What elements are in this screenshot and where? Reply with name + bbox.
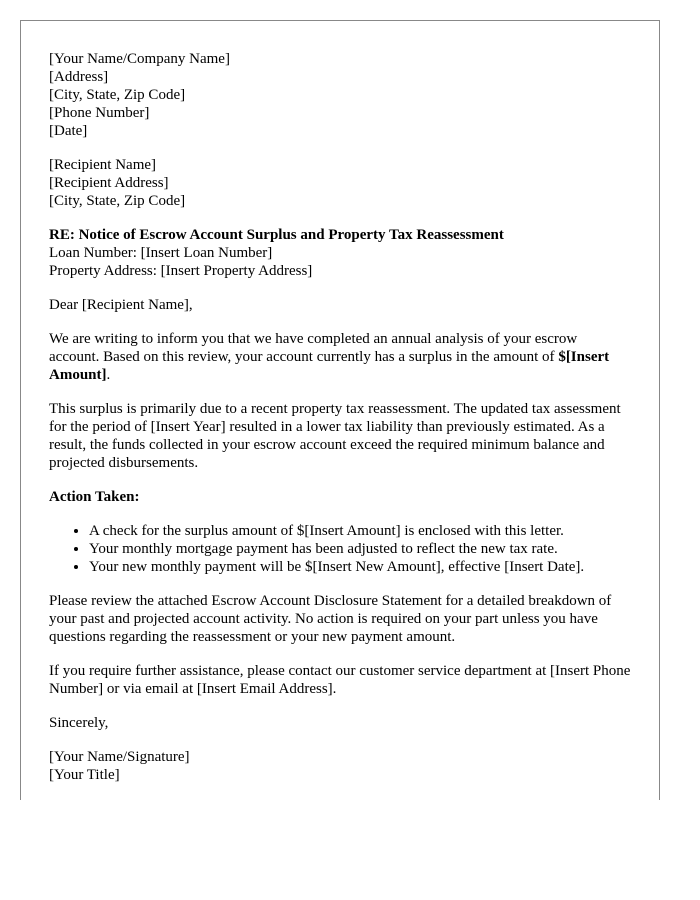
list-item: • Your monthly mortgage payment has been adjusted to reflect the new tax rate. [89,540,631,558]
paragraph-surplus-end: . [106,367,111,383]
recipient-name: [Recipient Name] [49,157,157,173]
subject-block [49,226,631,280]
sender-phone: [Phone Number] [49,105,150,121]
action-list [49,522,631,576]
signature-name: [Your Name/Signature] [49,749,190,765]
paragraph-tax-reassessment: This surplus is primarily due to a recent property tax reassessment. The updated tax assessment for the period of [Insert Year] resulted in a lower tax liability than previously estimated. As a result, the funds collected in your escrow account exceed the required minimum balance and projected disbursements. [49,401,621,471]
letter-date: [Date] [49,123,88,139]
subject-line: RE: Notice of Escrow Account Surplus and Property Tax Reassessment [49,227,504,243]
action-heading: Action Taken: [49,489,140,505]
recipient-block [49,156,631,210]
sender-name: [Your Name/Company Name] [49,51,230,67]
loan-number: Loan Number: [Insert Loan Number] [49,245,273,261]
paragraph-surplus-text: We are writing to inform you that we have completed an annual analysis of your escrow account. Based on this review, your account currently has a surplus in the amount of [49,331,578,365]
recipient-address: [Recipient Address] [49,175,169,191]
list-item: • A check for the surplus amount of $[Insert Amount] is enclosed with this letter. [89,522,631,540]
list-item: • Your new monthly payment will be $[Insert New Amount], effective [Insert Date]. [89,558,631,576]
sender-city-state-zip: [City, State, Zip Code] [49,87,186,103]
paragraph-disclosure: Please review the attached Escrow Account Disclosure Statement for a detailed breakdown of your past and projected account activity. No action is required on your part unless you have questions regarding the reassessment or your new payment amount. [49,593,612,645]
salutation: Dear [Recipient Name], [49,297,193,313]
closing: Sincerely, [49,715,109,731]
sender-block [49,50,631,140]
signature-title: [Your Title] [49,767,120,783]
recipient-city-state-zip: [City, State, Zip Code] [49,193,186,209]
surplus-amount: $[Insert Amount] [49,349,610,383]
letter-page [20,20,660,800]
sender-address: [Address] [49,69,109,85]
property-address: Property Address: [Insert Property Address] [49,263,313,279]
signature-block [49,748,631,784]
paragraph-surplus-notice [49,330,631,384]
paragraph-contact: If you require further assistance, please contact our customer service department at [Insert Phone Number] or via email at [Insert Email Address]. [49,663,631,697]
